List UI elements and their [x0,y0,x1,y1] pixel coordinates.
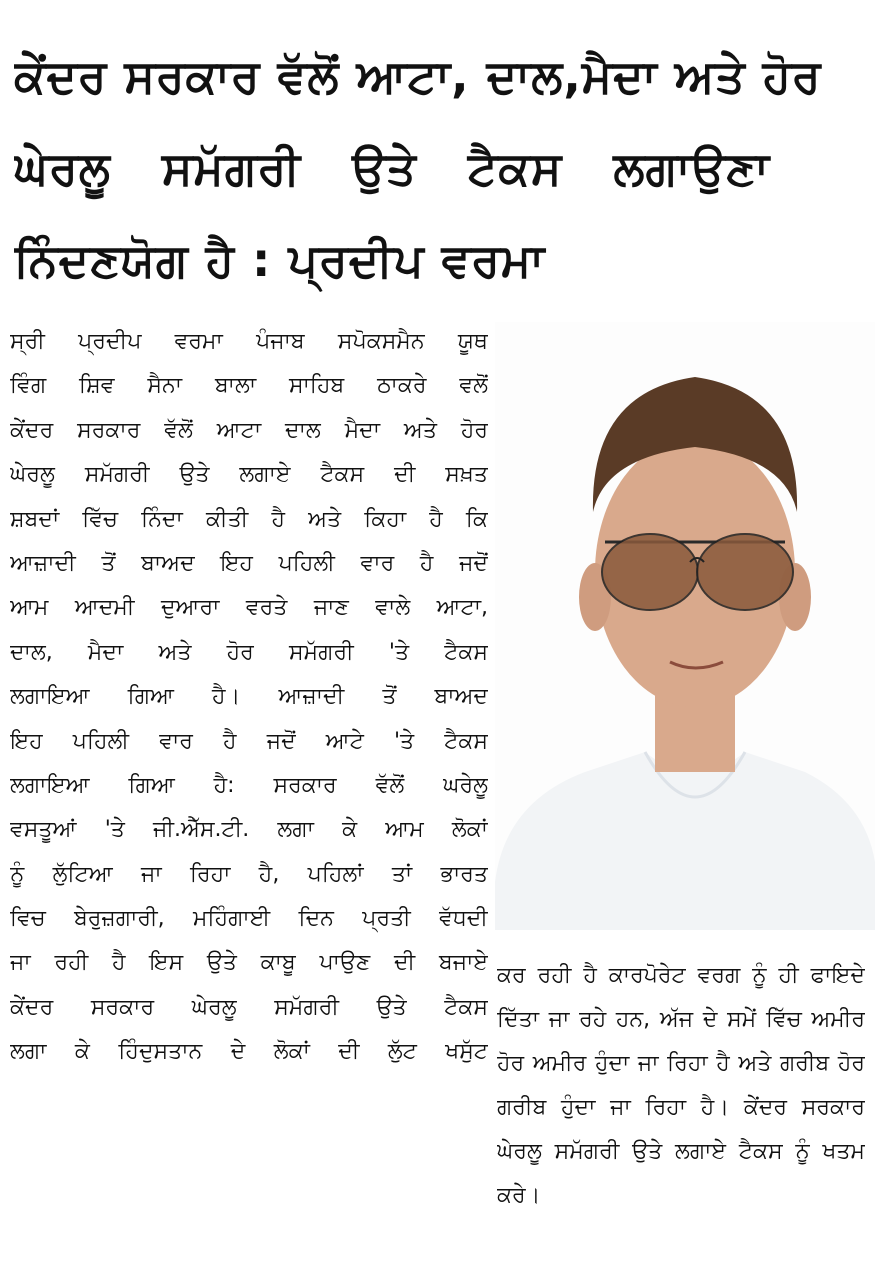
body-line: ਕਰੇ। [497,1183,541,1208]
body-line: ਘੇਰਲੂ ਸਮੱਗਰੀ ਉਤੇ ਲਗਾਏ ਟੈਕਸ ਨੂੰ ਖਤਮ [497,1139,865,1164]
portrait-photo [495,322,875,930]
body-line: ਵਿੰਗ ਸ਼ਿਵ ਸੈਨਾ ਬਾਲਾ ਸਾਹਿਬ ਠਾਕਰੇ ਵਲੋਂ [10,373,488,399]
body-line: ਸ਼ਬਦਾਂ ਵਿੱਚ ਨਿੰਦਾ ਕੀਤੀ ਹੈ ਅਤੇ ਕਿਹਾ ਹੈ ਕਿ [10,506,488,532]
body-line: ਵਸਤੂਆਂ 'ਤੇ ਜੀ.ਐੱਸ.ਟੀ. ਲਗਾ ਕੇ ਆਮ ਲੋਕਾਂ [10,817,488,843]
body-line: ਸ੍ਰੀ ਪ੍ਰਦੀਪ ਵਰਮਾ ਪੰਜਾਬ ਸਪੋਕਸਮੈਨ ਯੂਥ [10,329,488,354]
body-line: ਲਗਾ ਕੇ ਹਿੰਦੁਸਤਾਨ ਦੇ ਲੋਕਾਂ ਦੀ ਲੁੱਟ ਖਸੁੱਟ [10,1039,488,1065]
body-line: ਗਰੀਬ ਹੁੰਦਾ ਜਾ ਰਿਹਾ ਹੈ। ਕੇਂਦਰ ਸਰਕਾਰ [497,1095,865,1120]
article-body-right-column [497,954,865,1218]
portrait-illustration [495,322,875,930]
body-line: ਲਗਾਇਆ ਗਿਆ ਹੈ। ਆਜ਼ਾਦੀ ਤੋਂ ਬਾਅਦ [10,684,488,710]
headline [14,30,864,306]
body-line: ਹੋਰ ਅਮੀਰ ਹੁੰਦਾ ਜਾ ਰਿਹਾ ਹੈ ਅਤੇ ਗਰੀਬ ਹੋਰ [497,1051,865,1076]
article-body-left-column [10,320,488,1075]
body-line: ਜਾ ਰਹੀ ਹੈ ਇਸ ਉਤੇ ਕਾਬੂ ਪਾਉਣ ਦੀ ਬਜਾਏ [10,950,488,976]
body-line: ਦਾਲ, ਮੈਦਾ ਅਤੇ ਹੋਰ ਸਮੱਗਰੀ 'ਤੇ ਟੈਕਸ [10,639,488,665]
body-line: ਨੂੰ ਲੁੱਟਿਆ ਜਾ ਰਿਹਾ ਹੈ, ਪਹਿਲਾਂ ਤਾਂ ਭਾਰਤ [10,861,488,887]
body-line: ਲਗਾਇਆ ਗਿਆ ਹੈ: ਸਰਕਾਰ ਵੱਲੋਂ ਘਰੇਲੂ [10,772,488,798]
body-line: ਦਿੱਤਾ ਜਾ ਰਹੇ ਹਨ, ਅੱਜ ਦੇ ਸਮੇਂ ਵਿੱਚ ਅਮੀਰ [497,1007,865,1032]
body-line: ਆਜ਼ਾਦੀ ਤੋਂ ਬਾਅਦ ਇਹ ਪਹਿਲੀ ਵਾਰ ਹੈ ਜਦੋਂ [10,550,488,576]
body-line: ਘੇਰਲੂ ਸਮੱਗਰੀ ਉਤੇ ਲਗਾਏ ਟੈਕਸ ਦੀ ਸਖ਼ਤ [10,462,488,488]
body-line: ਕੇਂਦਰ ਸਰਕਾਰ ਵੱਲੋਂ ਆਟਾ ਦਾਲ ਮੈਦਾ ਅਤੇ ਹੋਰ [10,417,488,443]
body-line: ਕਰ ਰਹੀ ਹੈ ਕਾਰਪੋਰੇਟ ਵਰਗ ਨੂੰ ਹੀ ਫਾਇਦੇ [497,963,865,988]
headline-line-3: ਨਿੰਦਣਯੋਗ ਹੈ : ਪ੍ਰਦੀਪ ਵਰਮਾ [14,233,546,287]
body-line: ਕੇਂਦਰ ਸਰਕਾਰ ਘੇਰਲੂ ਸਮੱਗਰੀ ਉਤੇ ਟੈਕਸ [10,994,488,1020]
body-line: ਵਿਚ ਬੇਰੁਜ਼ਗਾਰੀ, ਮਹਿੰਗਾਈ ਦਿਨ ਪ੍ਰਤੀ ਵੱਧਦੀ [10,906,488,932]
body-line: ਆਮ ਆਦਮੀ ਦੁਆਰਾ ਵਰਤੇ ਜਾਣ ਵਾਲੇ ਆਟਾ, [10,595,488,621]
headline-line-2: ਘੇਰਲੂ ਸਮੱਗਰੀ ਉਤੇ ਟੈਕਸ ਲਗਾਉਣਾ [14,141,771,195]
body-line: ਇਹ ਪਹਿਲੀ ਵਾਰ ਹੈ ਜਦੋਂ ਆਟੇ 'ਤੇ ਟੈਕਸ [10,728,488,754]
headline-line-1: ਕੇਂਦਰ ਸਰਕਾਰ ਵੱਲੋਂ ਆਟਾ, ਦਾਲ,ਮੈਦਾ ਅਤੇ ਹੋਰ [14,49,822,103]
